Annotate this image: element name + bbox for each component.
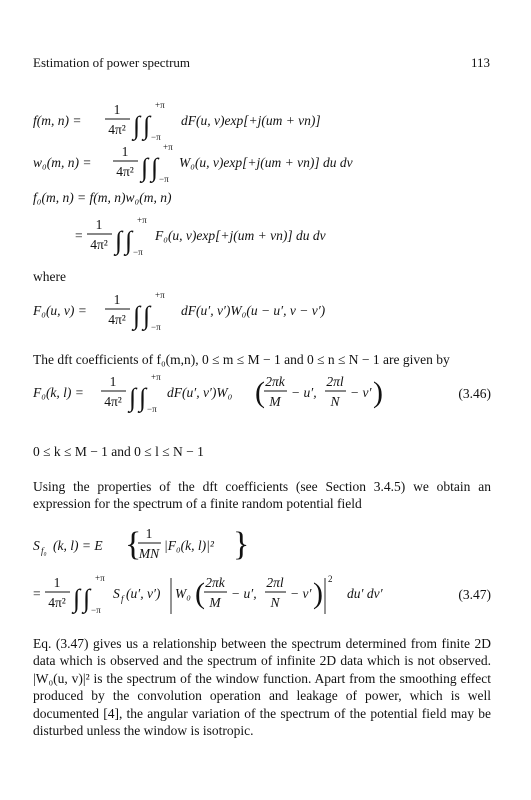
paragraph-final: Eq. (3.47) gives us a relationship between the spectrum determined from finite 2D data which is observed and the spectrum of infinite 2D data which is not observed. |W₀(u, v)|² is the spectrum of the window function. Apart from the smoothing effect produced by the convolution operation and leakage of power, which is well documented [4], the angular variation of the spectrum of the potential field may be disturbed unless the window is isotropic. — [33, 636, 491, 739]
eq346-number: (3.46) — [458, 386, 491, 401]
eq-f-integrand: dF(u, v)exp[+j(um + vn)] — [181, 113, 321, 128]
equation-w0-mn — [33, 142, 491, 186]
eq-F0uv-integral-2: ∫ — [143, 301, 151, 330]
eq-f-upper: +π — [155, 100, 165, 110]
equation-3-46 — [33, 372, 491, 416]
page-number: 113 — [470, 55, 490, 70]
eq346-arg-a-den: M — [269, 394, 281, 409]
eq-f0b-integral-2: ∫ — [125, 226, 133, 255]
equation-f0-product — [33, 190, 171, 206]
eq-f0b-integrand: F₀(u, v)exp[+j(um + vn)] du dv — [155, 228, 326, 243]
eq347-W0: W₀ — [175, 586, 191, 601]
dft-intro: The dft coefficients of f₀(m,n), 0 ≤ m ≤ M − 1 and 0 ≤ n ≤ N − 1 are given by — [33, 352, 450, 367]
eq347-close-paren: ) — [313, 577, 323, 610]
eq-w0-num: 1 — [121, 144, 129, 159]
eq-f0b-num: 1 — [95, 217, 103, 232]
eq-w0-integral-1: ∫ — [141, 153, 149, 182]
eq346-lower: −π — [147, 404, 157, 414]
eq-w0-lhs: w₀(m, n) = — [33, 155, 92, 170]
eq347-arg-b-num: 2πl — [266, 575, 284, 590]
eq347-eq: = — [33, 586, 41, 601]
equation-3-47 — [33, 572, 491, 616]
eq-sf-lhs-rest: (k, l) = E — [53, 538, 103, 553]
where-label: where — [33, 269, 66, 284]
eq-f-integral-1: ∫ — [133, 111, 141, 140]
eq346-integral-2: ∫ — [139, 383, 147, 412]
eq347-arg-end: − v′ — [290, 586, 312, 601]
eq-sf-close-brace: } — [233, 526, 250, 563]
eq347-S-sub: f — [121, 594, 124, 604]
eq347-power: 2 — [328, 574, 333, 584]
eq347-upper: +π — [95, 573, 105, 583]
eq-sf-lhs-sub: f₀ — [41, 546, 47, 556]
equation-f0-integral — [33, 215, 491, 259]
eq-F0uv-integrand: dF(u′, v′)W₀(u − u′, v − v′) — [181, 303, 326, 318]
eq346-arg-b-num: 2πl — [326, 374, 344, 389]
running-header: Estimation of power spectrum — [33, 55, 191, 70]
eq347-number: (3.47) — [458, 587, 491, 602]
eq-f-lower: −π — [151, 132, 161, 142]
eq346-arg-mid: − u′, — [291, 385, 317, 400]
eq346-num: 1 — [109, 374, 117, 389]
eq-sf-num: 1 — [145, 526, 153, 541]
eq-f0b-lower: −π — [133, 247, 143, 257]
eq346-integral-1: ∫ — [129, 383, 137, 412]
eq347-open-paren: ( — [195, 577, 205, 610]
eq346-upper: +π — [151, 372, 161, 382]
eq346-lhs: F₀(k, l) = — [33, 385, 84, 400]
eq-F0uv-integral-1: ∫ — [133, 301, 141, 330]
eq347-arg-mid: − u′, — [231, 586, 257, 601]
eq347-lower: −π — [91, 605, 101, 615]
equation-spectrum-sf0 — [33, 523, 491, 567]
eq346-open-paren: ( — [255, 376, 265, 409]
eq-F0uv-lhs: F₀(u, v) = — [33, 303, 87, 318]
kl-range: 0 ≤ k ≤ M − 1 and 0 ≤ l ≤ N − 1 — [33, 444, 204, 459]
equation-f-mn — [33, 100, 491, 144]
eq347-arg-a-num: 2πk — [205, 575, 225, 590]
eq-sf-open-brace: { — [125, 526, 142, 563]
eq-w0-integral-2: ∫ — [151, 153, 159, 182]
eq347-arg-a-den: M — [209, 595, 221, 610]
eq-f-integral-2: ∫ — [143, 111, 151, 140]
eq-f-lhs: f(m, n) = — [33, 113, 82, 128]
eq346-arg-end: − v′ — [350, 385, 372, 400]
eq-f0b-den: 4π² — [90, 237, 108, 252]
eq-F0uv-num: 1 — [113, 292, 121, 307]
eq-w0-lower: −π — [159, 174, 169, 184]
eq-f-num: 1 — [113, 102, 121, 117]
eq-F0uv-lower: −π — [151, 322, 161, 332]
eq347-integral-2: ∫ — [83, 584, 91, 613]
eq-f0b-upper: +π — [137, 215, 147, 225]
eq-sf-body: |F₀(k, l)|² — [164, 538, 214, 553]
eq-f0-text: f₀(m, n) = f(m, n)w₀(m, n) — [33, 190, 172, 205]
eq-f-den: 4π² — [108, 122, 126, 137]
eq347-den: 4π² — [48, 595, 66, 610]
eq346-close-paren: ) — [373, 376, 383, 409]
eq347-S-args: (u′, v′) — [126, 586, 161, 601]
eq-f0b-lhs: = — [75, 228, 83, 243]
eq347-arg-b-den: N — [270, 595, 280, 610]
eq-sf-den: MN — [138, 546, 160, 561]
eq-w0-den: 4π² — [116, 164, 134, 179]
eq346-den: 4π² — [104, 394, 122, 409]
eq347-tail: du′ dv′ — [347, 586, 383, 601]
eq346-integrand: dF(u′, v′)W₀ — [167, 385, 233, 400]
eq-F0uv-den: 4π² — [108, 312, 126, 327]
equation-F0-uv — [33, 290, 491, 334]
eq-w0-upper: +π — [163, 142, 173, 152]
eq346-arg-b-den: N — [330, 394, 340, 409]
eq347-S: S — [113, 586, 120, 601]
eq-f0b-integral-1: ∫ — [115, 226, 123, 255]
eq347-num: 1 — [53, 575, 61, 590]
eq346-arg-a-num: 2πk — [265, 374, 285, 389]
paragraph-using: Using the properties of the dft coefficients (see Section 3.4.5) we obtain an expression for the spectrum of a finite random potential field — [33, 479, 491, 512]
eq-sf-lhs: S — [33, 538, 40, 553]
eq-F0uv-upper: +π — [155, 290, 165, 300]
eq347-integral-1: ∫ — [73, 584, 81, 613]
eq-w0-integrand: W₀(u, v)exp[+j(um + vn)] du dv — [179, 155, 353, 170]
